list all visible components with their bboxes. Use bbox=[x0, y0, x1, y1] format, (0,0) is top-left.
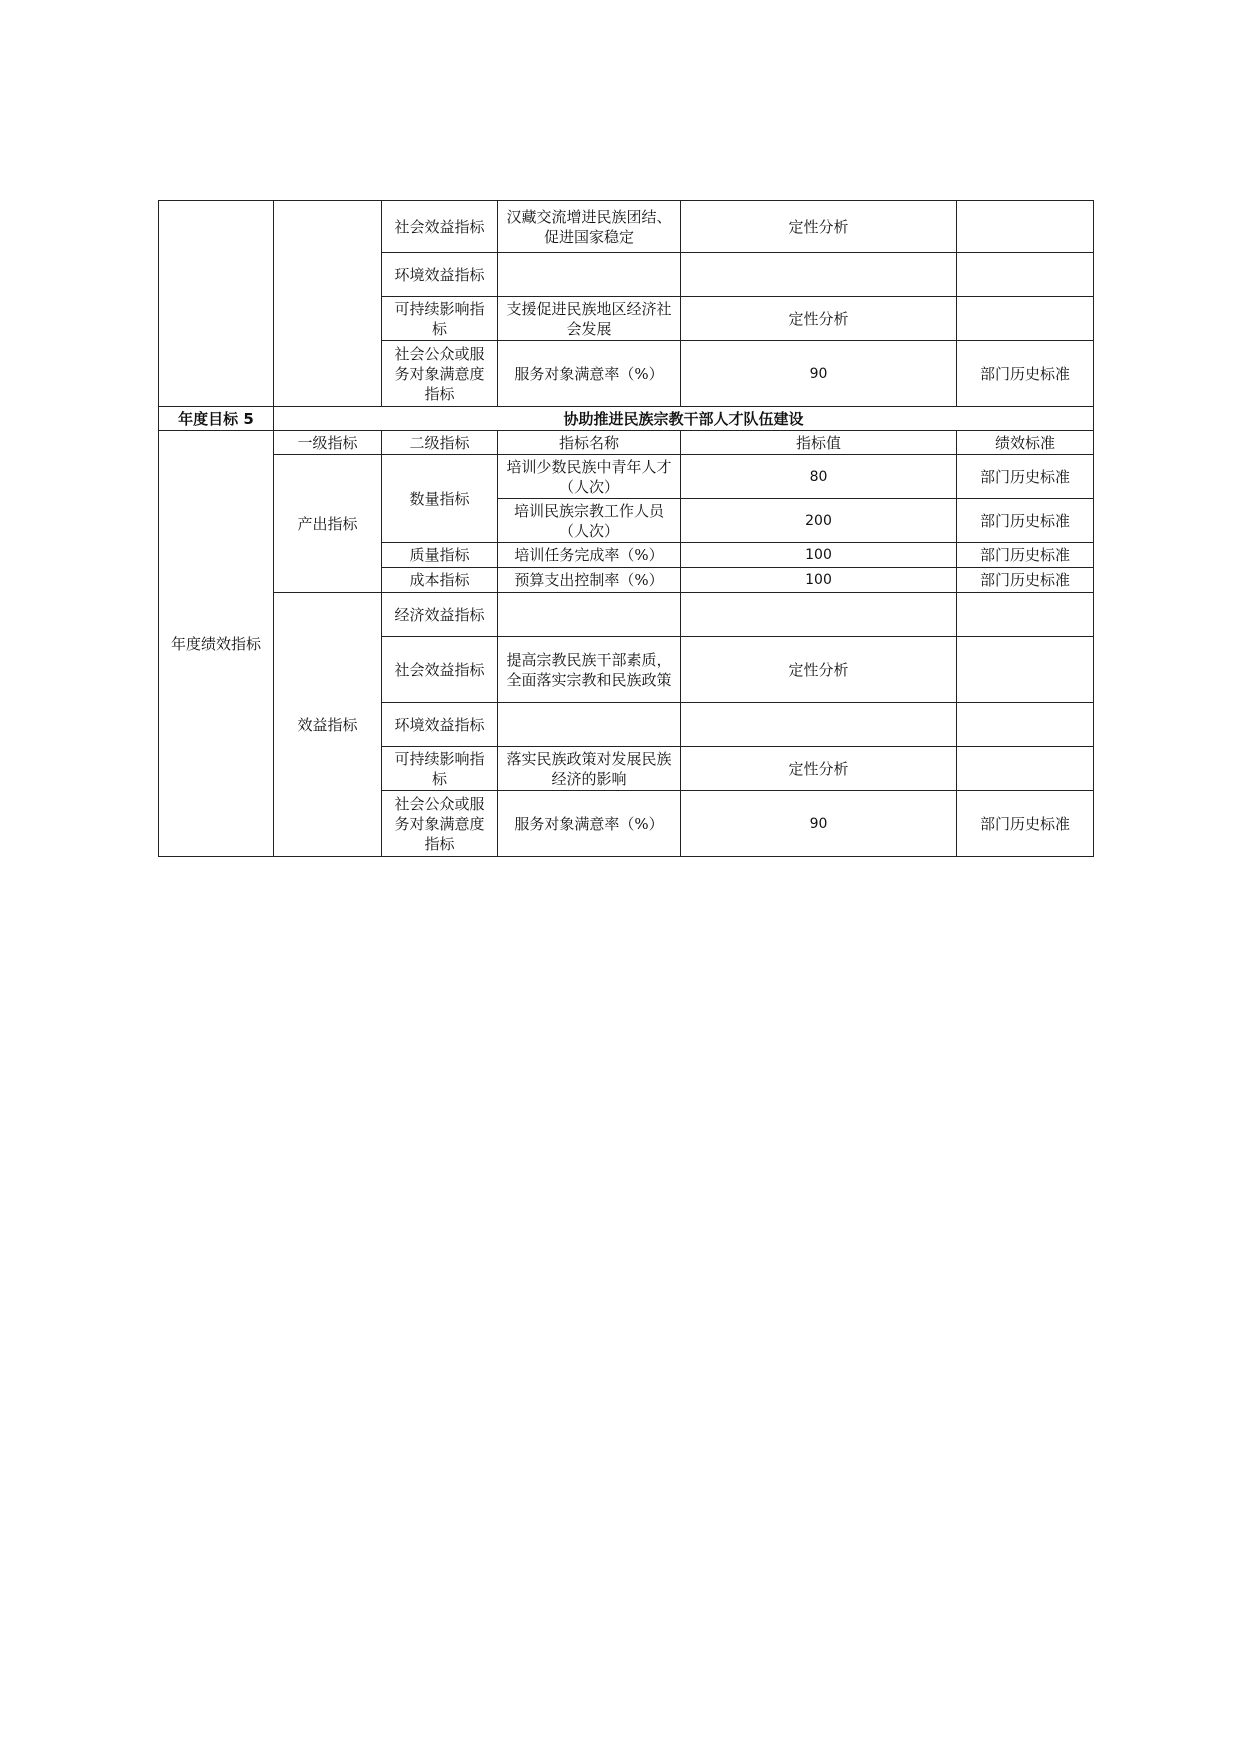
level2-indicator: 成本指标 bbox=[382, 568, 498, 593]
level2-indicator: 环境效益指标 bbox=[382, 703, 498, 747]
level2-indicator: 社会公众或服务对象满意度指标 bbox=[382, 791, 498, 857]
level2-indicator: 社会效益指标 bbox=[382, 637, 498, 703]
header-standard: 绩效标准 bbox=[957, 431, 1094, 455]
section-label: 年度绩效指标 bbox=[159, 431, 274, 857]
indicator-value: 定性分析 bbox=[681, 201, 957, 253]
indicator-name: 提高宗教民族干部素质，全面落实宗教和民族政策 bbox=[498, 637, 681, 703]
level1-output: 产出指标 bbox=[274, 455, 382, 593]
goal-text: 协助推进民族宗教干部人才队伍建设 bbox=[274, 407, 1094, 431]
indicator-name: 落实民族政策对发展民族经济的影响 bbox=[498, 747, 681, 791]
indicator-value: 200 bbox=[681, 499, 957, 543]
performance-indicator-table bbox=[158, 200, 1094, 857]
indicator-value: 定性分析 bbox=[681, 637, 957, 703]
performance-standard bbox=[957, 747, 1094, 791]
indicator-value: 100 bbox=[681, 568, 957, 593]
indicator-value bbox=[681, 703, 957, 747]
performance-standard: 部门历史标准 bbox=[957, 499, 1094, 543]
level2-indicator: 可持续影响指标 bbox=[382, 297, 498, 341]
indicator-name: 培训少数民族中青年人才（人次） bbox=[498, 455, 681, 499]
header-level1: 一级指标 bbox=[274, 431, 382, 455]
header-value: 指标值 bbox=[681, 431, 957, 455]
header-name: 指标名称 bbox=[498, 431, 681, 455]
performance-standard: 部门历史标准 bbox=[957, 341, 1094, 407]
indicator-value: 定性分析 bbox=[681, 297, 957, 341]
performance-standard: 部门历史标准 bbox=[957, 543, 1094, 568]
indicator-name: 培训任务完成率（%） bbox=[498, 543, 681, 568]
table-row bbox=[159, 455, 1094, 499]
performance-standard: 部门历史标准 bbox=[957, 455, 1094, 499]
level2-indicator: 质量指标 bbox=[382, 543, 498, 568]
empty-cell bbox=[274, 201, 382, 407]
header-row bbox=[159, 431, 1094, 455]
empty-cell bbox=[159, 201, 274, 407]
goal-label: 年度目标 5 bbox=[159, 407, 274, 431]
header-level2: 二级指标 bbox=[382, 431, 498, 455]
performance-standard bbox=[957, 201, 1094, 253]
performance-standard bbox=[957, 703, 1094, 747]
goal-row bbox=[159, 407, 1094, 431]
level2-quantity: 数量指标 bbox=[382, 455, 498, 543]
performance-standard: 部门历史标准 bbox=[957, 791, 1094, 857]
indicator-name bbox=[498, 253, 681, 297]
table-row bbox=[159, 201, 1094, 253]
indicator-value: 90 bbox=[681, 791, 957, 857]
performance-standard: 部门历史标准 bbox=[957, 568, 1094, 593]
level2-indicator: 环境效益指标 bbox=[382, 253, 498, 297]
indicator-value: 100 bbox=[681, 543, 957, 568]
indicator-value: 定性分析 bbox=[681, 747, 957, 791]
indicator-name: 培训民族宗教工作人员 （人次） bbox=[498, 499, 681, 543]
indicator-value: 90 bbox=[681, 341, 957, 407]
table-row bbox=[159, 593, 1094, 637]
level2-indicator: 可持续影响指标 bbox=[382, 747, 498, 791]
level2-indicator: 社会公众或服务对象满意度指标 bbox=[382, 341, 498, 407]
indicator-value bbox=[681, 253, 957, 297]
indicator-name: 支援促进民族地区经济社会发展 bbox=[498, 297, 681, 341]
indicator-name: 预算支出控制率（%） bbox=[498, 568, 681, 593]
performance-standard bbox=[957, 593, 1094, 637]
performance-standard bbox=[957, 253, 1094, 297]
level2-indicator: 经济效益指标 bbox=[382, 593, 498, 637]
indicator-value bbox=[681, 593, 957, 637]
indicator-name: 服务对象满意率（%） bbox=[498, 341, 681, 407]
level2-indicator: 社会效益指标 bbox=[382, 201, 498, 253]
indicator-name bbox=[498, 593, 681, 637]
level1-benefit: 效益指标 bbox=[274, 593, 382, 857]
indicator-name bbox=[498, 703, 681, 747]
performance-standard bbox=[957, 637, 1094, 703]
indicator-value: 80 bbox=[681, 455, 957, 499]
indicator-name: 服务对象满意率（%） bbox=[498, 791, 681, 857]
performance-standard bbox=[957, 297, 1094, 341]
indicator-name: 汉藏交流增进民族团结、促进国家稳定 bbox=[498, 201, 681, 253]
